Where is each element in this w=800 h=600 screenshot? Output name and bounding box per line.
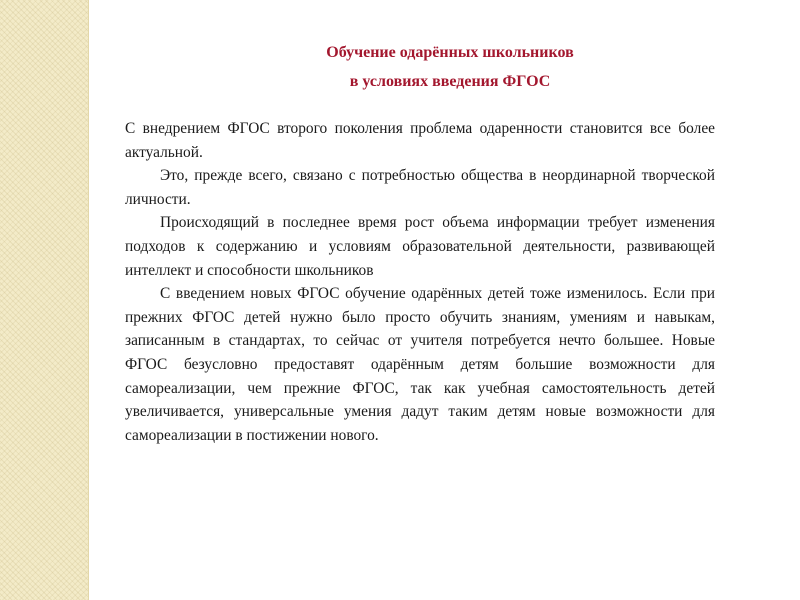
title-line-1: Обучение одарённых школьников xyxy=(326,44,574,61)
title-line-2: в условиях введения ФГОС xyxy=(349,73,551,90)
paragraph-4: С введением новых ФГОС обучение одарённых детей тоже изменилось. Если при прежних ФГОС детей нужно было просто обучить знаниям, умениям и навыкам, записанным в стандартах, то сейчас от учителя потребуется нечто большее. Новые ФГОС безусловно предоставят одарённым детям большие возможности для самореализации, чем прежние ФГОС, так как учебная самостоятельность детей увеличивается, универсальные умения дадут таким детям новые возможности для самореализации в постижении нового. xyxy=(125,285,715,444)
slide-title xyxy=(220,38,680,96)
paragraph-2: Это, прежде всего, связано с потребностью общества в неординарной творческой личности. xyxy=(125,167,715,208)
side-divider xyxy=(88,0,89,600)
paragraph-1: С внедрением ФГОС второго поколения проблема одаренности становится все более актуальной. xyxy=(125,120,715,161)
paragraph-3: Происходящий в последнее время рост объема информации требует изменения подходов к содержанию и условиям образовательной деятельности, развивающей интеллект и способности школьников xyxy=(125,214,715,279)
body-text xyxy=(125,117,715,447)
decorative-side-strip xyxy=(0,0,88,600)
